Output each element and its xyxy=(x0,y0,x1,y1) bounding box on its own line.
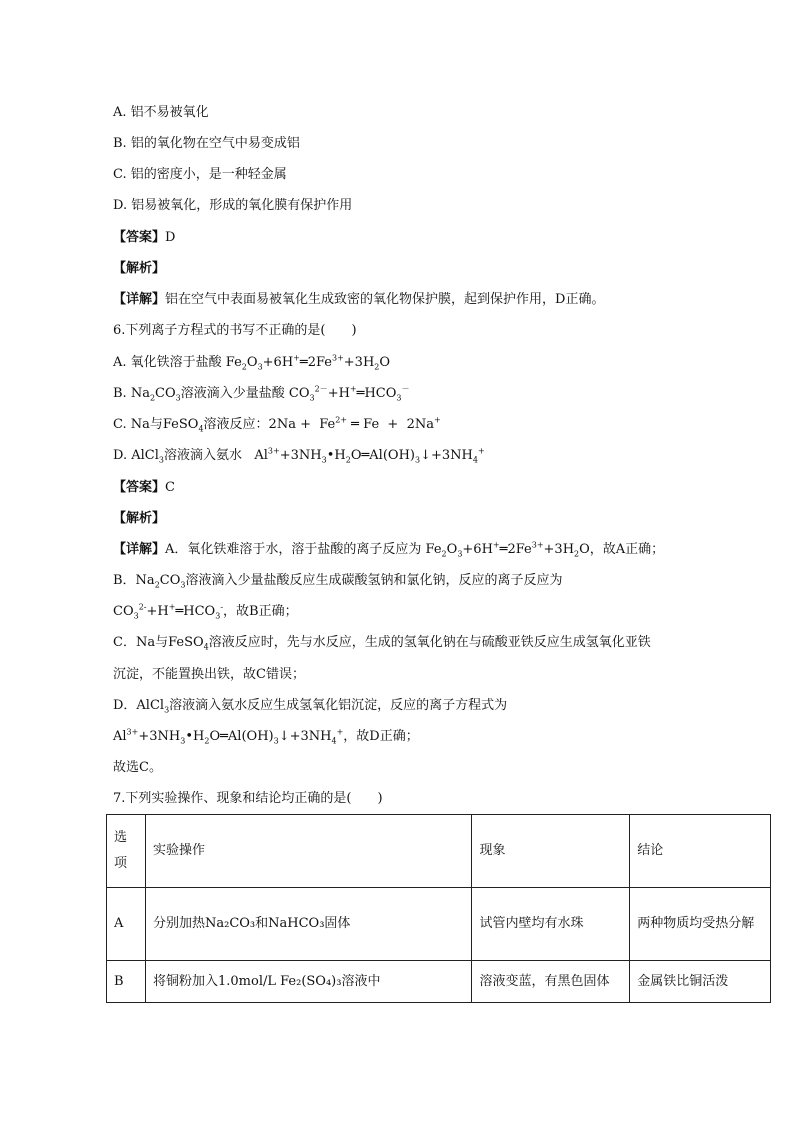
header-phenomenon: 现象 xyxy=(472,815,630,888)
detail-label: 【详解】 xyxy=(113,542,166,557)
q5-option-c: C. 铝的密度小，是一种轻金属 xyxy=(113,167,287,182)
q6-answer xyxy=(113,479,175,497)
q6-option-a: A. 氧化铁溶于盐酸 $Fe_2O_3+6H^+═2Fe^{3+}+3H_2O$ xyxy=(113,353,391,372)
q6-option-c: C. Na与FeSO$_4$溶液反应：$2Na + Fe^{2+}$ ═ Fe + 2Na+ xyxy=(113,415,441,434)
row-operation: 分别加热Na₂CO₃和NaHCO₃固体 xyxy=(145,888,471,961)
q5-answer xyxy=(113,229,175,247)
row-phenomenon: 溶液变蓝，有黑色固体 xyxy=(472,961,630,1003)
q5-option-a: A. 铝不易被氧化 xyxy=(113,105,209,120)
q6-detail-c1: C．Na与FeSO$_4$溶液反应时，先与水反应，生成的氢氧化钠在与硫酸亚铁反应生成氢氧化亚铁 xyxy=(113,635,651,652)
answer-value: D xyxy=(165,230,176,245)
q6-detail-d2: $Al^{3+}+3NH_3•H_2O═Al(OH)_3↓+3NH_4^+$，故D正确； xyxy=(113,727,419,746)
q5-option-b: B. 铝的氧化物在空气中易变成铝 xyxy=(113,136,300,151)
table-row xyxy=(107,888,771,961)
q7-stem: 7.下列实验操作、现象和结论均正确的是( ) xyxy=(113,791,383,806)
header-option: 选项 xyxy=(107,815,146,888)
q6-detail-a: 【详解】A．氧化铁难溶于水，溶于盐酸的离子反应为 $Fe_2O_3+6H^+═2Fe^{3+}+3H_2O$，故A正确； xyxy=(113,540,665,559)
table-row xyxy=(107,961,771,1003)
q6-detail-b1: B．$Na_2CO_3$溶液滴入少量盐酸反应生成碳酸氢钠和氯化钠，反应的离子反应为 xyxy=(113,573,563,590)
q6-analysis-label: 【解析】 xyxy=(113,511,166,526)
q5-detail xyxy=(113,291,604,309)
row-phenomenon: 试管内壁均有水珠 xyxy=(472,888,630,961)
row-conclusion: 两种物质均受热分解 xyxy=(630,888,771,961)
row-option: B xyxy=(107,961,146,1003)
q6-option-b: B. $Na_2CO_3$溶液滴入少量盐酸 $CO_3^{2-}+H^+═HCO_3^-$ xyxy=(113,384,410,403)
q6-detail-d1: D．AlCl$_3$溶液滴入氨水反应生成氢氧化铝沉淀，反应的离子方程式为 xyxy=(113,698,508,715)
q6-stem: 6.下列离子方程式的书写不正确的是( ) xyxy=(113,323,357,338)
q5-analysis-label: 【解析】 xyxy=(113,261,166,276)
answer-label: 【答案】 xyxy=(113,480,166,495)
q6-detail-b2: $CO_3^{2-}+H^+═HCO_3^-$，故B正确； xyxy=(113,602,298,621)
table-header-row xyxy=(107,815,771,888)
row-option: A xyxy=(107,888,146,961)
q6-option-d: D. AlCl$_3$溶液滴入氨水 $Al^{3+}+3NH_3•H_2O═Al(OH)_3↓+3NH_4^+$ xyxy=(113,446,485,465)
q5-option-d: D. 铝易被氧化，形成的氧化膜有保护作用 xyxy=(113,198,353,213)
detail-label: 【详解】 xyxy=(113,292,166,307)
row-conclusion: 金属铁比铜活泼 xyxy=(630,961,771,1003)
answer-value: C xyxy=(165,480,175,495)
q7-table xyxy=(106,814,771,1003)
detail-text: 铝在空气中表面易被氧化生成致密的氧化物保护膜，起到保护作用，D正确。 xyxy=(165,292,605,307)
row-operation: 将铜粉加入1.0mol/L Fe₂(SO₄)₃溶液中 xyxy=(145,961,471,1003)
q6-detail-c2: 沉淀，不能置换出铁，故C错误； xyxy=(113,667,305,682)
q6-conclusion: 故选C。 xyxy=(113,760,162,775)
header-conclusion: 结论 xyxy=(630,815,771,888)
header-operation: 实验操作 xyxy=(145,815,471,888)
answer-label: 【答案】 xyxy=(113,230,166,245)
